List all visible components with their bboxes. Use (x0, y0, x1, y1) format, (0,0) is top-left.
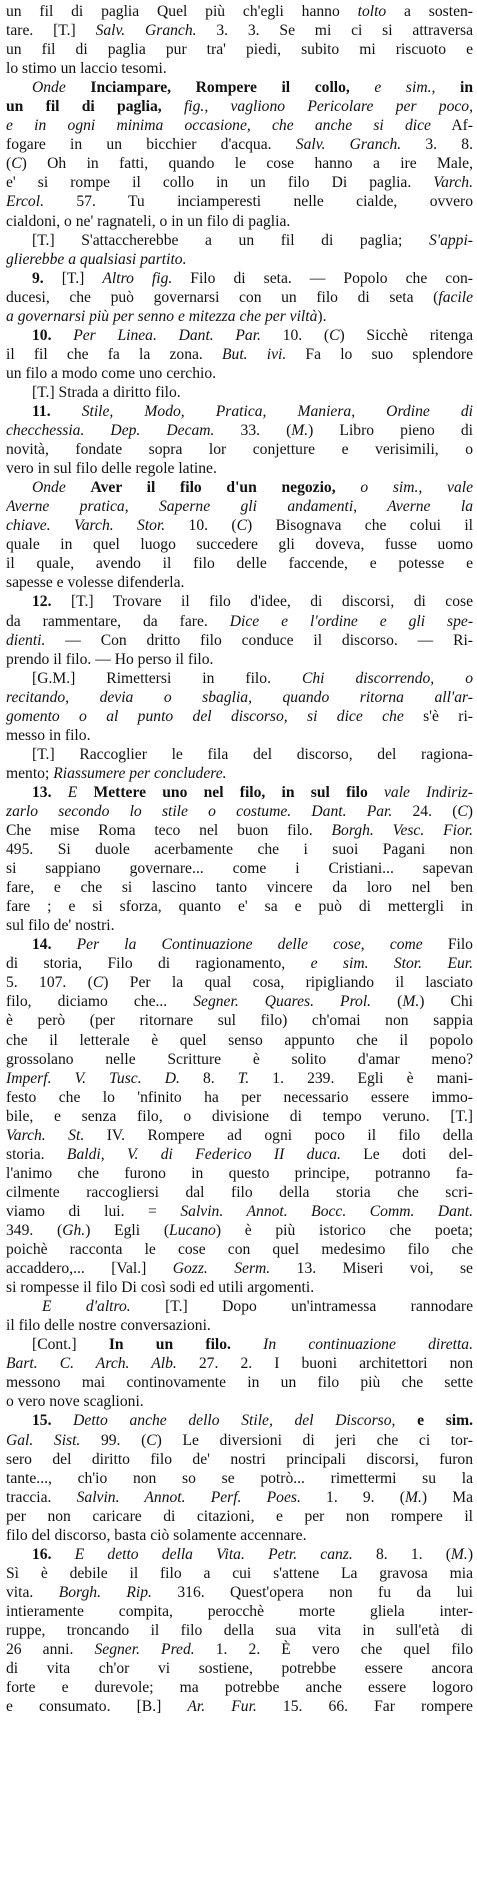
text-line: vita. Borgh. Rip. 316. Quest'opera non fu da lui (6, 1583, 473, 1601)
text-line: filo del discorso, basta ciò solamente accennare. (6, 1526, 307, 1544)
text-line: Bart. C. Arch. Alb. 27. 2. I buoni architettori non (6, 1355, 473, 1373)
text-line: di vita ch'or vi sostiene, potrebbe essere ancora (6, 1660, 473, 1678)
text-line: ruppe, troncando il filo della sua vita in sull'età di (6, 1621, 473, 1639)
text-line: tare. [T.] Salv. Granch. 3. 3. Se mi ci si attraversa (6, 22, 473, 40)
text-line: Onde Aver il filo d'un negozio, o sim., vale (32, 479, 473, 497)
text-line: di storia, Filo di ragionamento, e sim. Stor. Eur. (6, 955, 473, 973)
text-line: un filo a modo come uno cerchio. (6, 364, 217, 382)
text-line: 14. Per la Continuazione delle cose, come Filo (32, 936, 473, 954)
text-line: recitando, devia o sbaglia, quando ritorna all'ar- (6, 688, 473, 706)
text-line: e in ogni minima occasione, che anche si dice Af- (6, 117, 473, 135)
text-line: fogare in un bicchier d'acqua. Salv. Granch. 3. 8. (6, 136, 473, 154)
text-line: Ercol. 57. Tu inciamperesti nelle cialde, ovvero (6, 193, 473, 211)
text-line: un fil di paglia, fig., vagliono Pericolare per poco, (6, 98, 473, 116)
text-line: novità, fondate sopra lor conjetture e verisimili, o (6, 441, 473, 459)
text-line: il quale, avendo il filo delle faccende, e potesse e (6, 555, 473, 573)
text-line: quale in quel luogo succedere gli doveva, fusse uomo (6, 536, 473, 554)
text-line: l'animo che furono in questo principe, potranno fa- (6, 1164, 473, 1182)
text-line: Varch. St. IV. Rompere ad ogni poco il filo della (6, 1126, 473, 1144)
text-line: intieramente compita, perocchè morte gliela inter- (6, 1602, 473, 1620)
text-line: poichè racconta le cose con quel medesimo filo che (6, 1241, 473, 1259)
text-line: fare, e che si lascino tanto vincere da loro nel ben (6, 879, 473, 897)
text-line: il fil che fa la zona. But. ivi. Fa lo suo splendore (6, 345, 473, 363)
text-line: E d'altro. [T.] Dopo un'intramessa rannodare (42, 1298, 473, 1316)
text-line: festo che lo 'nfinito ha per necessario essere immo- (6, 1088, 473, 1106)
text-line: checchessia. Dep. Decam. 33. (M.) Libro pieno di (6, 422, 473, 440)
text-line: 12. [T.] Trovare il filo d'idee, di discorsi, di cose (32, 593, 473, 611)
text-line: messo in filo. (6, 726, 91, 744)
text-line: 16. E detto della Vita. Petr. canz. 8. 1. (M.) (32, 1545, 473, 1563)
text-line: storia. Baldi, V. di Federico II duca. Le doti del- (6, 1145, 473, 1163)
text-line: 5. 107. (C) Per la qual cosa, ripigliando il lasciato (6, 974, 473, 992)
text-line: 349. (Gh.) Egli (Lucano) è più istorico che poeta; (6, 1222, 473, 1239)
text-line: [Cont.] In un filo. In continuazione diretta. (32, 1336, 473, 1354)
text-line: [T.] S'attaccherebbe a un fil di paglia; S'appi- (32, 231, 473, 249)
text-line: e' si rompe il collo in un filo Di paglia. Varch. (6, 174, 473, 192)
text-line: messono mai continovamente in un filo più che sette (6, 1374, 473, 1392)
text-line: (C) Oh in fatti, quando le cose hanno a ire Male, (6, 155, 473, 173)
text-line: accaddero,... [Val.] Gozz. Serm. 13. Miseri voi, se (6, 1260, 473, 1278)
text-line: sul filo de' nostri. (6, 917, 115, 935)
text-line: prendo il filo. — Ho perso il filo. (6, 650, 214, 668)
text-line: Imperf. V. Tusc. D. 8. T. 1. 239. Egli è mani- (6, 1069, 473, 1087)
text-line: lo stimo un laccio tesomi. (6, 60, 167, 78)
text-line: 15. Detto anche dello Stile, del Discorso, e sim. (32, 1412, 473, 1430)
text-line: gomento o al punto del discorso, si dice che s'è ri- (6, 707, 473, 725)
text-line: grossolano nelle Scritture è solito d'amar meno? (6, 1050, 473, 1068)
text-line: si rompesse il filo Di così sodi ed utili argomenti. (6, 1279, 315, 1297)
text-line: chiave. Varch. Stor. 10. (C) Bisognava che colui il (6, 517, 473, 535)
text-line: il filo delle nostre conversazioni. (6, 1317, 211, 1335)
text-line: da rammentare, da fare. Dice e l'ordine e gli spe- (6, 612, 473, 630)
text-line: 11. Stile, Modo, Pratica, Maniera, Ordine di (32, 402, 473, 420)
text-line: dienti. — Con dritto filo conduce il discorso. — Ri- (6, 631, 473, 649)
text-line: sapesse e volesse difenderla. (6, 574, 185, 592)
text-line: vero in sul filo delle regole latine. (6, 460, 217, 478)
text-line: traccia. Salvin. Annot. Perf. Poes. 1. 9. (M.) Ma (6, 1488, 473, 1506)
text-line: cialdoni, o ne' ragnateli, o in un filo di paglia. (6, 212, 291, 230)
text-line: un fil di paglia Quel più ch'egli hanno tolto a sosten- (6, 3, 473, 20)
text-line: zarlo secondo lo stile o costume. Dant. Par. 24. (C) (6, 802, 473, 820)
text-line: forte e durevole; ma potrebbe anche essere logoro (6, 1679, 473, 1697)
text-line: e consumato. [B.] Ar. Fur. 15. 66. Far rompere (6, 1698, 473, 1716)
text-line: Averne pratica, Saperne gli andamenti, Averne la (6, 498, 473, 516)
text-line: fare ; e si sforza, quanto e' sa e può di mettergli in (6, 898, 473, 916)
text-line: un fil di paglia pur tra' piedi, subito mi riscuoto e (6, 41, 473, 59)
text-line: o vero nove scaglioni. (6, 1393, 144, 1411)
text-line: tante..., ch'io non so se potrò... rimettermi su la (6, 1469, 473, 1487)
text-line: Sì è debile il filo a cui s'attene La gravosa mia (6, 1564, 473, 1582)
text-line: sero del diritto filo de' nostri principali discorsi, furon (6, 1450, 473, 1468)
text-line: Gal. Sist. 99. (C) Le diversioni di jeri che ci tor- (6, 1431, 473, 1449)
text-line: si sappiano governare... come i Cristiani... sapevan (6, 860, 473, 878)
text-line: viamo di lui. = Salvin. Annot. Bocc. Comm. Dant. (6, 1202, 473, 1220)
text-line: mento; Riassumere per concludere. (6, 764, 227, 782)
text-line: glierebbe a qualsiasi partito. (6, 250, 187, 268)
text-line: [T.] Strada a diritto filo. (32, 383, 181, 401)
text-line: 13. E Mettere uno nel filo, in sul filo vale Indiriz- (32, 783, 473, 801)
text-line: che il letterale è quel senso appunto che il popolo (6, 1031, 473, 1049)
text-line: Che mise Roma teco nel buon filo. Borgh. Vesc. Fior. (6, 822, 473, 840)
text-line: a governarsi più per senno e mitezza che per viltà). (6, 307, 327, 325)
text-line: 9. [T.] Altro fig. Filo di seta. — Popolo che con- (32, 269, 473, 287)
text-line: per non caricare di citazioni, e per non rompere il (6, 1507, 473, 1525)
text-line: 10. Per Linea. Dant. Par. 10. (C) Sicchè ritenga (32, 326, 473, 344)
text-line: è però (per ritornare sul filo) ch'omai non sappia (6, 1012, 473, 1030)
text-line: filo, diciamo che... Segner. Quares. Prol. (M.) Chi (6, 993, 473, 1011)
text-line: bile, e senza filo, o divisione di tempo veruno. [T.] (6, 1107, 473, 1125)
text-line: [G.M.] Rimettersi in filo. Chi discorrendo, o (32, 669, 473, 687)
text-line: cilmente raccogliersi dal filo della storia che scri- (6, 1183, 473, 1201)
text-line: Onde Inciampare, Rompere il collo, e sim., in (32, 79, 473, 97)
text-line: 26 anni. Segner. Pred. 1. 2. È vero che quel filo (6, 1641, 473, 1659)
text-line: ducesi, che può governarsi con un filo di seta (facile (6, 288, 473, 306)
text-line: [T.] Raccoglier le fila del discorso, del ragiona- (32, 745, 473, 763)
text-line: 495. Si duole acerbamente che i suoi Pagani non (6, 841, 473, 859)
